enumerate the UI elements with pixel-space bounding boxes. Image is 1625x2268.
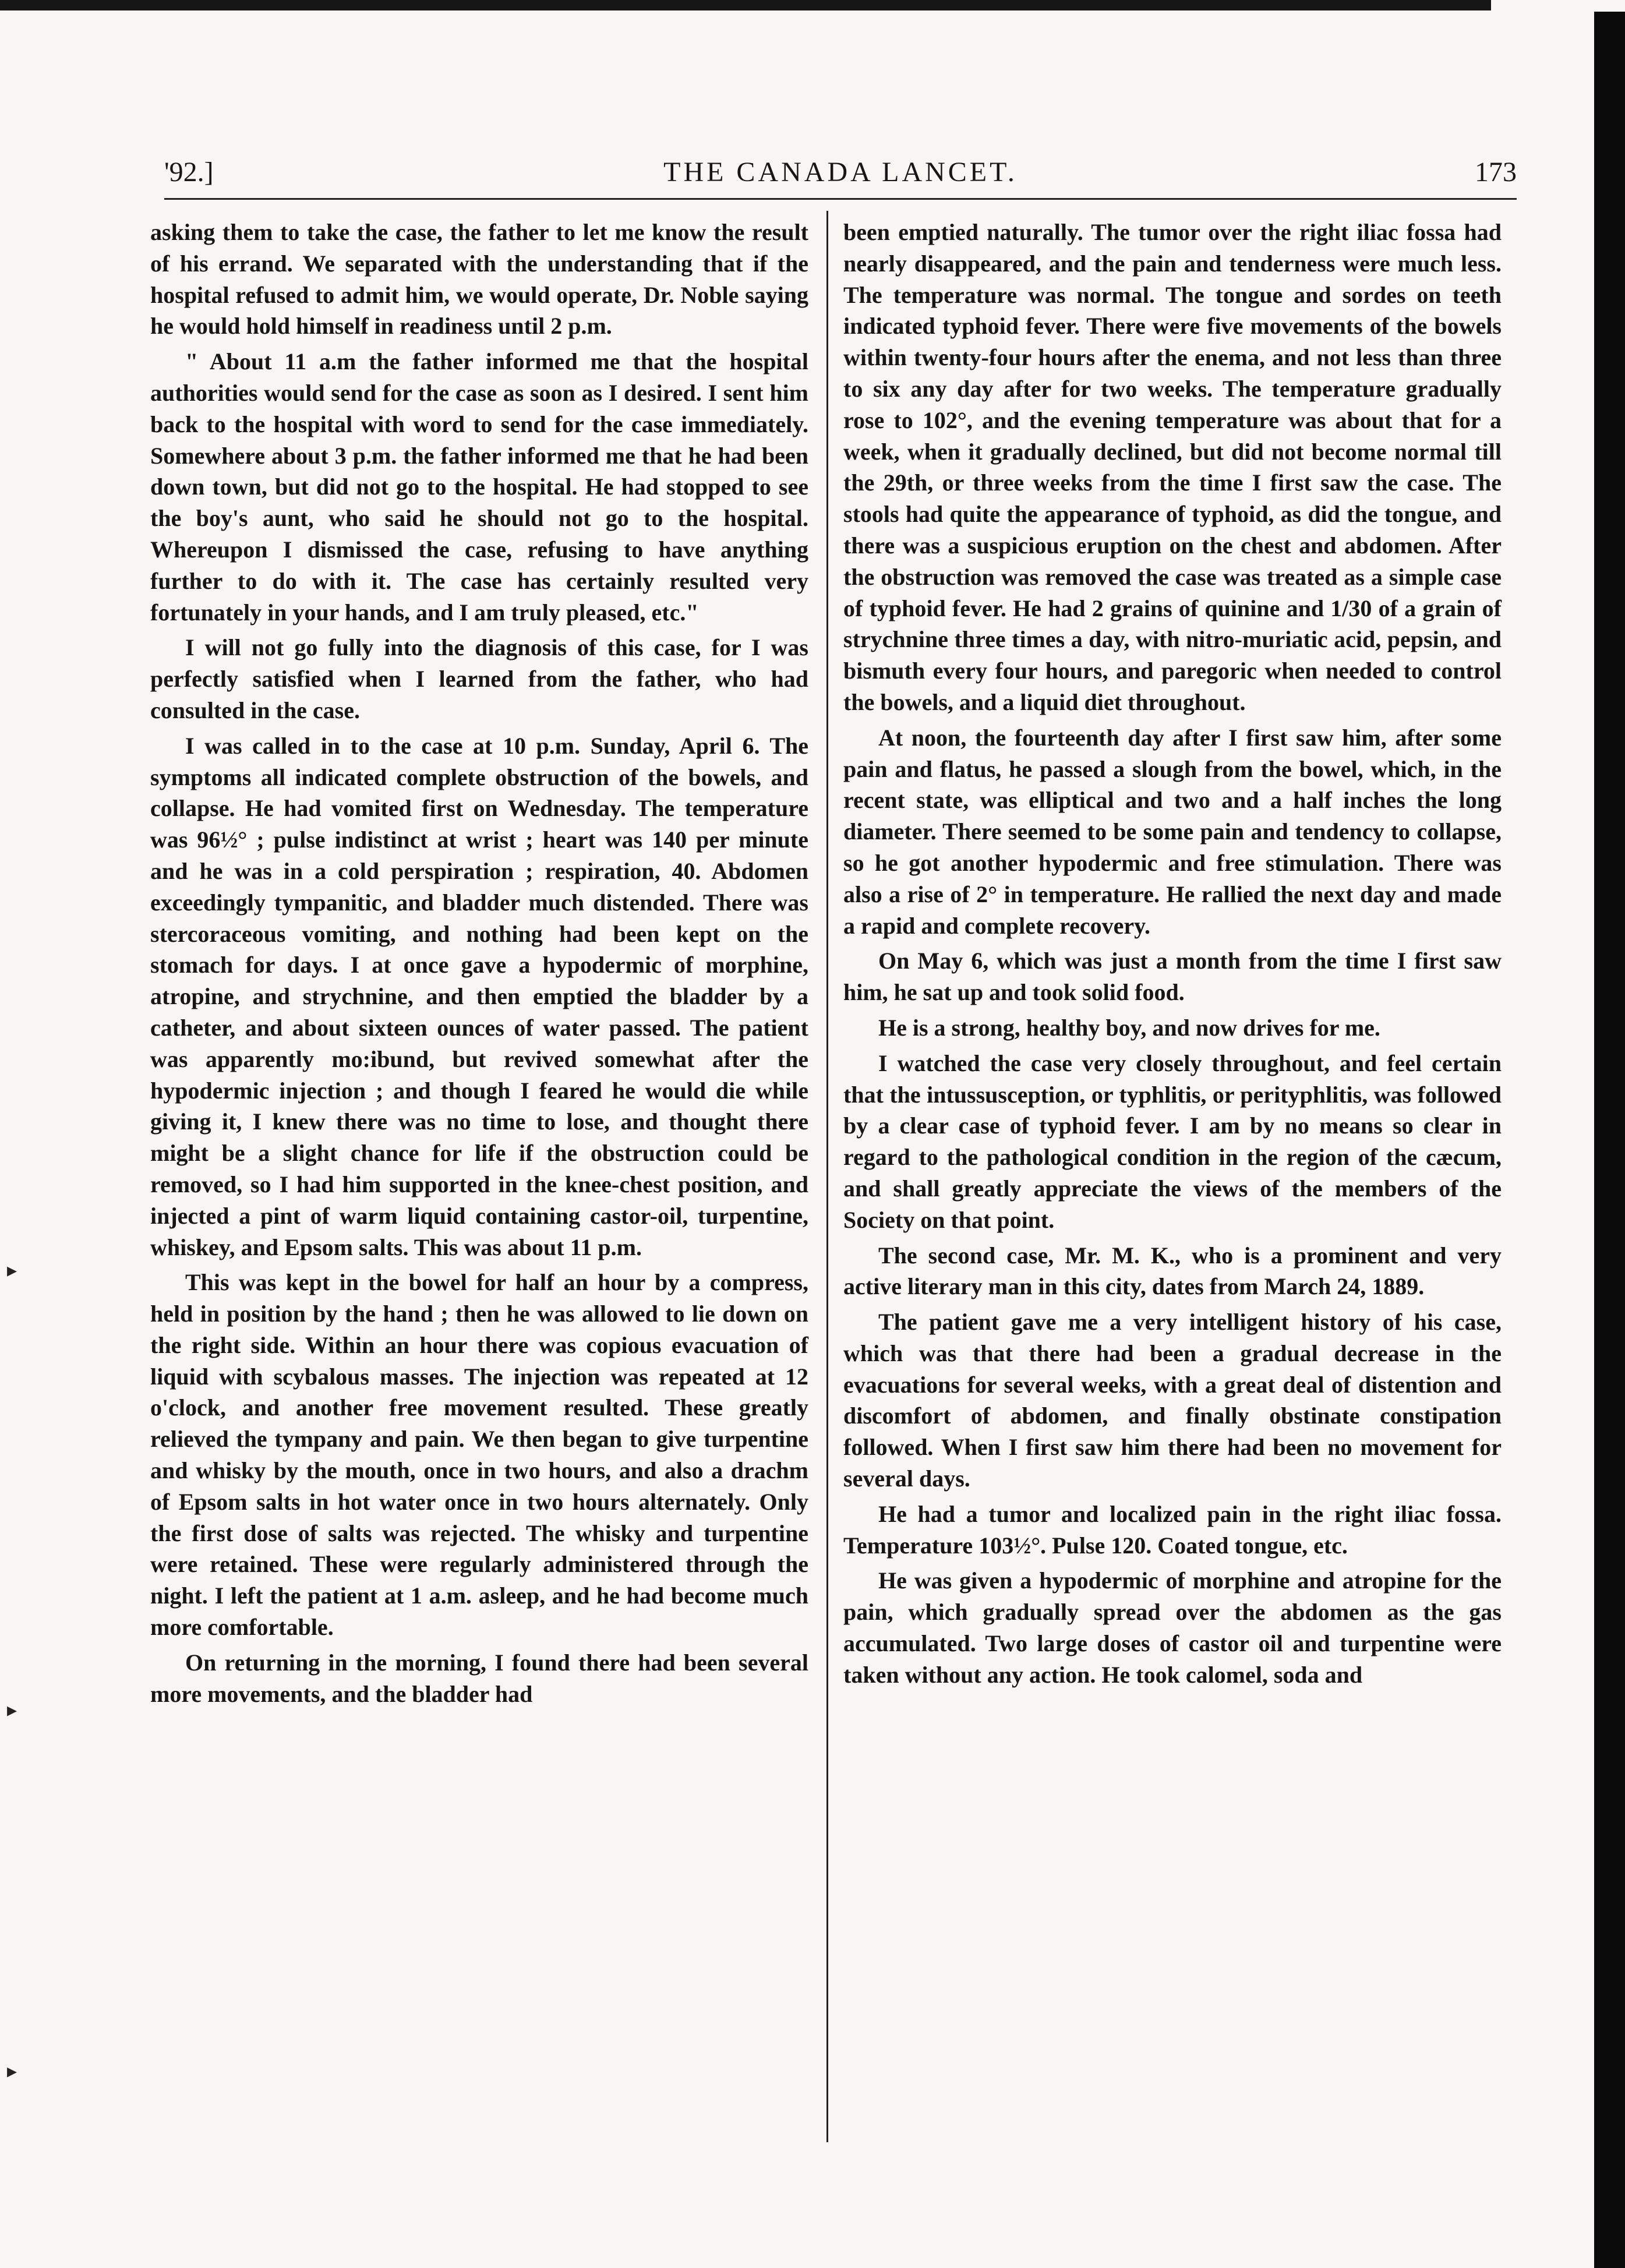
- paragraph: asking them to take the case, the father to let me know the result of his errand. We separated with the understanding that if the hospital refused to admit him, we would operate, Dr. Noble saying he would hold himself in readiness until 2 p.m.: [150, 219, 808, 340]
- paragraph: The patient gave me a very intelligent history of his case, which was that there had been a gradual decrease in the evacuations for several weeks, with a great deal of distention and discomfort of abdomen, and finally obstinate constipation followed. When I first saw him there had been no movement for several days.: [843, 1309, 1502, 1492]
- paragraph: On May 6, which was just a month from the time I first saw him, he sat up and took solid food.: [843, 948, 1502, 1006]
- paragraph: I watched the case very closely throughout, and feel certain that the intussusception, or typhlitis, or perityphlitis, was followed by a clear case of typhoid fever. I am by no means so clear in regard to the pathological condition in the region of the cæcum, and shall greatly appreciate the views of the members of the Society on that point.: [843, 1050, 1502, 1233]
- page-number: 173: [1475, 157, 1517, 188]
- paragraph: I will not go fully into the diagnosis of this case, for I was perfectly satisfied when I learned from the father, who had consulted in the case.: [150, 634, 808, 723]
- paragraph: He is a strong, healthy boy, and now drives for me.: [878, 1014, 1380, 1041]
- column-divider: [826, 211, 828, 2142]
- top-scan-edge: [0, 0, 1491, 10]
- paragraph: At noon, the fourteenth day after I first saw him, after some pain and flatus, he passed a slough from the bowel, which, in the recent state, was elliptical and two and a half inches the long diameter. There seemed to be some pain and tendency to collapse, so he got another hypodermic and free stimulation. There was also a rise of 2° in temperature. He rallied the next day and made a rapid and complete recovery.: [843, 724, 1502, 939]
- header-rule: [164, 198, 1517, 200]
- volume-year: '92.]: [164, 157, 214, 188]
- margin-mark: ▸: [7, 1260, 17, 1281]
- paragraph: This was kept in the bowel for half an hour by a compress, held in position by the hand ; then he was allowed to lie down on the right side. Within an hour there was copious evacuation of liquid with scybalous masses. The injection was repeated at 12 o'clock, and another free movement resulted. These greatly relieved the tympany and pain. We then began to give turpentine and whisky by the mouth, once in two hours, and also a drachm of Epsom salts in hot water once in two hours alternately. Only the first dose of salts was rejected. The whisky and turpentine were retained. These were regularly administered through the night. I left the patient at 1 a.m. asleep, and he had become much more comfortable.: [150, 1269, 808, 1641]
- running-head: [164, 156, 1517, 195]
- margin-mark: ▸: [7, 1700, 17, 1721]
- left-column: [150, 217, 808, 1714]
- journal-title: THE CANADA LANCET.: [663, 157, 1018, 188]
- paragraph: He had a tumor and localized pain in the right iliac fossa. Temperature 103½°. Pulse 120. Coated tongue, etc.: [843, 1500, 1502, 1559]
- paragraph: On returning in the morning, I found there had been several more movements, and the bladder had: [150, 1649, 808, 1707]
- margin-mark: ▸: [7, 2061, 17, 2082]
- paragraph: He was given a hypodermic of morphine and atropine for the pain, which gradually spread over the abdomen as the gas accumulated. Two large doses of castor oil and turpentine were taken without any action. He took calomel, soda and: [843, 1567, 1502, 1688]
- paragraph: been emptied naturally. The tumor over the right iliac fossa had nearly disappeared, and the pain and tenderness were much less. The temperature was normal. The tongue and sordes on teeth indicated typhoid fever. There were five movements of the bowels within twenty-four hours after the enema, and not less than three to six any day after for two weeks. The temperature gradually rose to 102°, and the evening temperature was about that for a week, when it gradually declined, but did not become normal till the 29th, or three weeks from the time I first saw the case. The stools had quite the appearance of typhoid, as did the tongue, and there was a suspicious eruption on the chest and abdomen. After the obstruction was removed the case was treated as a simple case of typhoid fever. He had 2 grains of quinine and 1/30 of a grain of strychnine three times a day, with nitro-muriatic acid, pepsin, and bismuth every four hours, and paregoric when needed to control the bowels, and a liquid diet throughout.: [843, 219, 1502, 715]
- right-column: [843, 217, 1502, 1695]
- scan-edge-bar: [1594, 12, 1625, 2268]
- paragraph: The second case, Mr. M. K., who is a prominent and very active literary man in this city, dates from March 24, 1889.: [843, 1242, 1502, 1300]
- paragraph: " About 11 a.m the father informed me that the hospital authorities would send for the case as soon as I desired. I sent him back to the hospital with word to send for the case immediately. Somewhere about 3 p.m. the father informed me that he had been down town, but did not go to the hospital. He had stopped to see the boy's aunt, who said he should not go to the hospital. Whereupon I dismissed the case, refusing to have anything further to do with it. The case has certainly resulted very fortunately in your hands, and I am truly pleased, etc.": [150, 348, 808, 626]
- paragraph: I was called in to the case at 10 p.m. Sunday, April 6. The symptoms all indicated complete obstruction of the bowels, and collapse. He had vomited first on Wednesday. The temperature was 96½° ; pulse indistinct at wrist ; heart was 140 per minute and he was in a cold perspiration ; respiration, 40. Abdomen exceedingly tympanitic, and bladder much distended. There was stercoraceous vomiting, and nothing had been kept on the stomach for days. I at once gave a hypodermic of morphine, atropine, and strychnine, and then emptied the bladder by a catheter, and about sixteen ounces of water passed. The patient was apparently mo:ibund, but revived somewhat after the hypodermic injection ; and though I feared he would die while giving it, I knew there was no time to lose, and thought there might be a slight chance for life if the obstruction could be removed, so I had him supported in the knee-chest position, and injected a pint of warm liquid containing castor-oil, turpentine, whiskey, and Epsom salts. This was about 11 p.m.: [150, 732, 808, 1260]
